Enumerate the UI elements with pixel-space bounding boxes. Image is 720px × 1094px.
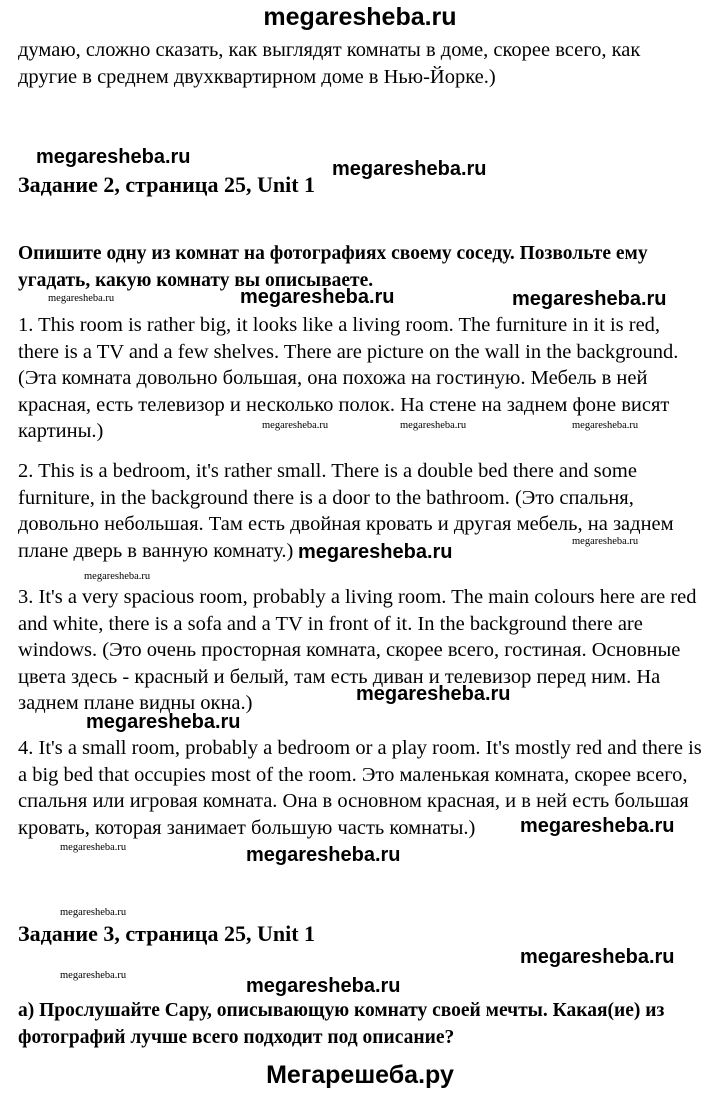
intro-paragraph — [18, 37, 708, 90]
task2-title: Задание 2, страница 25, Unit 1 — [18, 172, 316, 197]
watermark: megaresheba.ru — [246, 844, 401, 866]
watermark: megaresheba.ru — [356, 683, 511, 705]
task3-title: Задание 3, страница 25, Unit 1 — [18, 921, 316, 946]
watermark: megaresheba.ru — [36, 146, 191, 168]
text-line: Опишите одну из комнат на фотографиях своему соседу. Позвольте ему — [18, 243, 648, 264]
text-line: а) Прослушайте Сару, описывающую комнату своей мечты. Какая(ие) из — [18, 1000, 665, 1021]
watermark: megaresheba.ru — [572, 536, 639, 547]
watermark: megaresheba.ru — [240, 286, 395, 308]
watermark: megaresheba.ru — [60, 842, 127, 853]
text-line: цвета здесь - красный и белый, там есть диван и телевизор перед ним. На — [18, 665, 661, 688]
text-line: кровать, которая занимает большую часть комнаты.) — [18, 816, 476, 839]
text-line: there is a TV and a few shelves. There are picture on the wall in the background. — [18, 340, 679, 363]
watermark: megaresheba.ru — [86, 711, 241, 733]
watermark: megaresheba.ru — [84, 571, 151, 582]
text-line: 4. It's a small room, probably a bedroom or a play room. It's mostly red and there is — [18, 737, 702, 759]
watermark: megaresheba.ru — [512, 288, 667, 310]
text-line: довольно небольшая. Там есть двойная кровать и другая мебель, на заднем — [18, 513, 674, 535]
text-line: спальня или игровая комната. Она в основном красная, и в ней есть большая — [18, 790, 689, 812]
watermark: megaresheba.ru — [246, 975, 401, 997]
text-line: плане дверь в ванную комнату.) — [18, 539, 294, 562]
text-line: фотографий лучше всего подходит под описание? — [18, 1027, 455, 1048]
text-line: windows. (Это очень просторная комната, скорее всего, гостиная. Основные — [18, 639, 681, 661]
watermark: megaresheba.ru — [298, 541, 453, 563]
watermark: megaresheba.ru — [48, 293, 115, 304]
text-line: a big bed that occupies most of the room. Это маленькая комната, скорее всего, — [18, 763, 688, 786]
watermark: megaresheba.ru — [262, 420, 329, 431]
text-line: furniture, in the background there is a door to the bathroom. (Это спальня, — [18, 486, 634, 509]
watermark: megaresheba.ru — [60, 970, 127, 981]
text-line: угадать, какую комнату вы описываете. — [18, 270, 374, 291]
text-line: and white, there is a sofa and a TV in front of it. In the background there are — [18, 612, 643, 635]
site-header: megaresheba.ru — [263, 3, 457, 31]
text-line: 1. This room is rather big, it looks like a living room. The furniture in it is red, — [18, 314, 661, 336]
watermark: megaresheba.ru — [520, 815, 675, 837]
watermark: megaresheba.ru — [60, 907, 127, 918]
task3-instruction — [18, 997, 708, 1051]
text-line: 3. It's a very spacious room, probably a living room. The main colours here are red — [18, 586, 697, 608]
text-line: думаю, сложно сказать, как выглядят комнаты в доме, скорее всего, как — [18, 39, 641, 61]
text-line: картины.) — [18, 420, 104, 442]
text-line: 2. This is a bedroom, it's rather small. There is a double bed there and some — [18, 460, 637, 482]
watermark: megaresheba.ru — [400, 420, 467, 431]
text-line: другие в среднем двухквартирном доме в Нью-Йорке.) — [18, 65, 496, 88]
site-footer: Мегарешеба.ру — [266, 1061, 454, 1089]
text-line: (Эта комната довольно большая, она похожа на гостиную. Мебель в ней — [18, 367, 648, 389]
watermark: megaresheba.ru — [332, 158, 487, 180]
watermark: megaresheba.ru — [572, 420, 639, 431]
text-line: заднем плане видны окна.) — [18, 692, 253, 714]
watermark: megaresheba.ru — [520, 946, 675, 968]
text-line: красная, есть телевизор и несколько полок. На стене на заднем фоне висят — [18, 393, 670, 416]
